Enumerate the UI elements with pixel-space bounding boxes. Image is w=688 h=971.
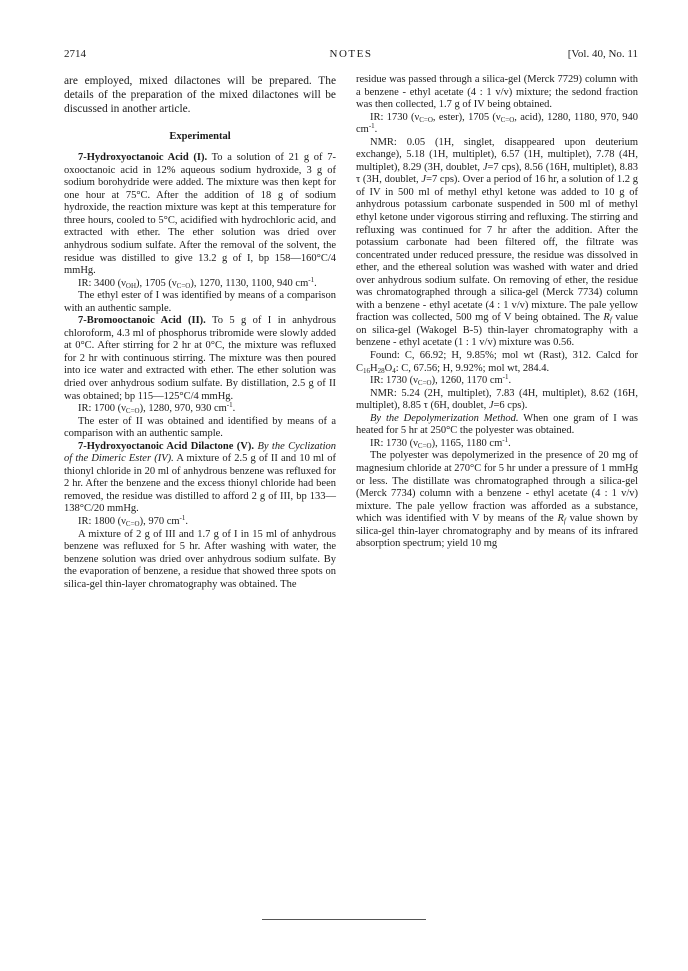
- analysis-data: Found: C, 66.92; H, 9.85%; mol wt (Rast), 312. Calcd for $C_{16}H_{28}O_4$: C, 67.56; H, 9.92%; mol wt, 284.4.: [356, 350, 638, 375]
- compound-title: 7-Hydroxyoctanoic Acid (I).: [78, 152, 208, 164]
- dilactone-paragraph: [64, 441, 336, 516]
- ester-paragraph: The ester of II was obtained and identified by means of a comparison with an authentic sample.: [64, 415, 336, 440]
- ir-data-2: IR: 1700 $(\nu_{C=O})$, 1280, 970, 930 $cm^{-1}$.: [78, 401, 236, 416]
- paragraph-text: To a solution of 21 g of 7-oxooctanoic acid in 12% aqueous sodium hydroxide, 3 g of sodium borohydride were added. The mixture was then kept for one hour at 75°C. After the addition of 18 g of sodium hydroxide, the reaction mixture was kept at this temperature for three hours, cooled to 5°C, acidified with hydrochloric acid, and extracted with ether. The ether solution was dried over anhydrous sodium sulfate. After the removal of the solvent, the residue was distilled to give 13.2 g of I, bp 158—160°C/4 mmHg.: [64, 152, 336, 277]
- section-title: NOTES: [329, 48, 373, 60]
- intro-paragraph: are employed, mixed dilactones will be prepared. The details of the preparation of the mixed dilactones will be discussed in another article.: [64, 75, 336, 116]
- bromooctanoic-paragraph: [64, 315, 336, 403]
- experimental-heading: Experimental: [169, 130, 231, 142]
- compound-title: 7-Hydroxyoctanoic Acid Dilactone (V).: [78, 440, 255, 452]
- paragraph-text: To 5 g of I in anhydrous chloroform, 4.3 ml of phosphorus tribromide were slowly added at 0°C. After stirring for 2 hr at 0°C, the mixture was refluxed for 2 hr with continuous stirring. The mixture was then poured into ice water and extracted with ether. The ether solution was dried over anhydrous sodium sulfate. By distillation, 2.5 g of II was obtained; bp 115—125°C/4 mmHg.: [64, 315, 337, 402]
- left-column: [64, 74, 336, 591]
- ethyl-ester-paragraph: The ethyl ester of I was identified by means of a comparison with an authentic sample.: [64, 290, 336, 314]
- right-column: [356, 74, 638, 551]
- paragraph-text: A mixture of 2.5 g of II and 10 ml of thionyl chloride in 20 ml of anhydrous benzene was refluxed for 2 hr. After the benzene and the excess thionyl chloride had been removed, the residue was distilled to afford 2 g of III, bp 133—138°C/20 mmHg.: [64, 453, 336, 515]
- ir-data-5: IR: 1730 $(\nu_{C=O})$, 1260, 1170 $cm^{-1}$.: [370, 373, 512, 388]
- continuation-paragraph: residue was passed through a silica-gel (Merck 7729) column with a benzene - ethyl acetate (4 : 1 v/v) mixture; the sedond fraction was then collected, 1.7 g of IV being obtained.: [356, 74, 638, 111]
- ir-data-1: IR: 3400 $(\nu_{OH})$, 1705 $(\nu_{C=O})$, 1270, 1130, 1100, 940 $cm^{-1}$.: [78, 275, 317, 290]
- method-title: By the Cyclization of the Dimeric Ester (IV).: [64, 440, 337, 465]
- volume-info: [Vol. 40, No. 11: [567, 48, 638, 60]
- hydroxyoctanoic-paragraph: [64, 152, 336, 277]
- compound-title: 7-Bromooctanoic Acid (II).: [78, 315, 206, 327]
- method-title: By the Depolymerization Method.: [370, 412, 519, 424]
- ir-data-3: IR: 1800 $(\nu_{C=O})$, 970 $cm^{-1}$.: [78, 514, 189, 529]
- end-rule: [262, 919, 426, 920]
- ir-data-4: IR: 1730 ($\nu_{C=O}$, ester), 1705 ($\nu_{C=O}$, acid), 1280, 1180, 970, 940 $cm^{-1}$.: [356, 111, 638, 136]
- mixture-paragraph: A mixture of 2 g of III and 1.7 g of I in 15 ml of anhydrous benzene was refluxed for 5 hr. After washing with water, the benzene solution was dried over anhydrous sodium sulfate. By the evaporation of benzene, a residue that showed three spots on silica-gel thin-layer chromatography was obtained. The: [64, 528, 336, 590]
- nmr-data-1: NMR: 0.05 (1H, singlet, disappeared upon deuterium exchange), 5.18 (1H, multiplet), 6.57 (1H, multiplet), 7.78 (4H, multiplet), 8.29 (3H, doublet, J=7 cps), 8.56 (16H, multiplet), 8.83 τ (3H, doublet, J=7 cps). Over a period of 16 hr, a solution of 1.2 g of IV in 500 ml of methyl ethyl ketone was added to 10 g of anhydrous potassium carbonate suspended in 500 ml of methyl ethyl ketone under vigorous stirring and refluxing. The stirring and refluxing was continued for 7 hr after the addition. After the potassium carbonate had been filtered off, the filtrate was concentrated under reduced pressure, the residue was dissolved in ether, and the ethereal solution was washed with water and dried over anhydrous sodium sulfate. On removing of ether, the residue was chromatographed through a silica-gel (Merck 7734) column with a benzene - ethyl acetate (4 : 1 v/v) mixture. The pale yellow fraction was collected, 500 mg of V being obtained. The $R_f$ value on silica-gel (Wakogel B-5) thin-layer chromatography with a benzene - ethyl acetate (1 : 1 v/v) mixture was 0.56.: [356, 136, 638, 349]
- page-number: 2714: [64, 48, 86, 60]
- paragraph-text: When one gram of I was heated for 5 hr at 250°C the polyester was obtained.: [356, 412, 638, 437]
- ir-data-6: IR: 1730 $(\nu_{C=O})$, 1165, 1180 $cm^{-1}$.: [370, 435, 511, 450]
- polyester-paragraph: The polyester was depolymerized in the presence of 20 mg of magnesium chloride at 270°C for 5 hr under a pressure of 1 mmHg or less. The distillate was chromatographed through a silica-gel (Merck 7734) column with a benzene - ethyl acetate (4 : 1 v/v) mixture. The pale yellow fraction was afforded as a substance, which was identified with V by means of the $R_f$ value shown by silica-gel thin-layer chromatography and by means of its infrared absorption spectrum; yield 10 mg: [356, 450, 638, 550]
- nmr-data-2: NMR: 5.24 (2H, multiplet), 7.83 (4H, multiplet), 8.62 (16H, multiplet), 8.85 τ (6H, doublet, J=6 cps).: [356, 387, 638, 412]
- page-header: [64, 46, 638, 62]
- depolymerization-paragraph: [356, 413, 638, 438]
